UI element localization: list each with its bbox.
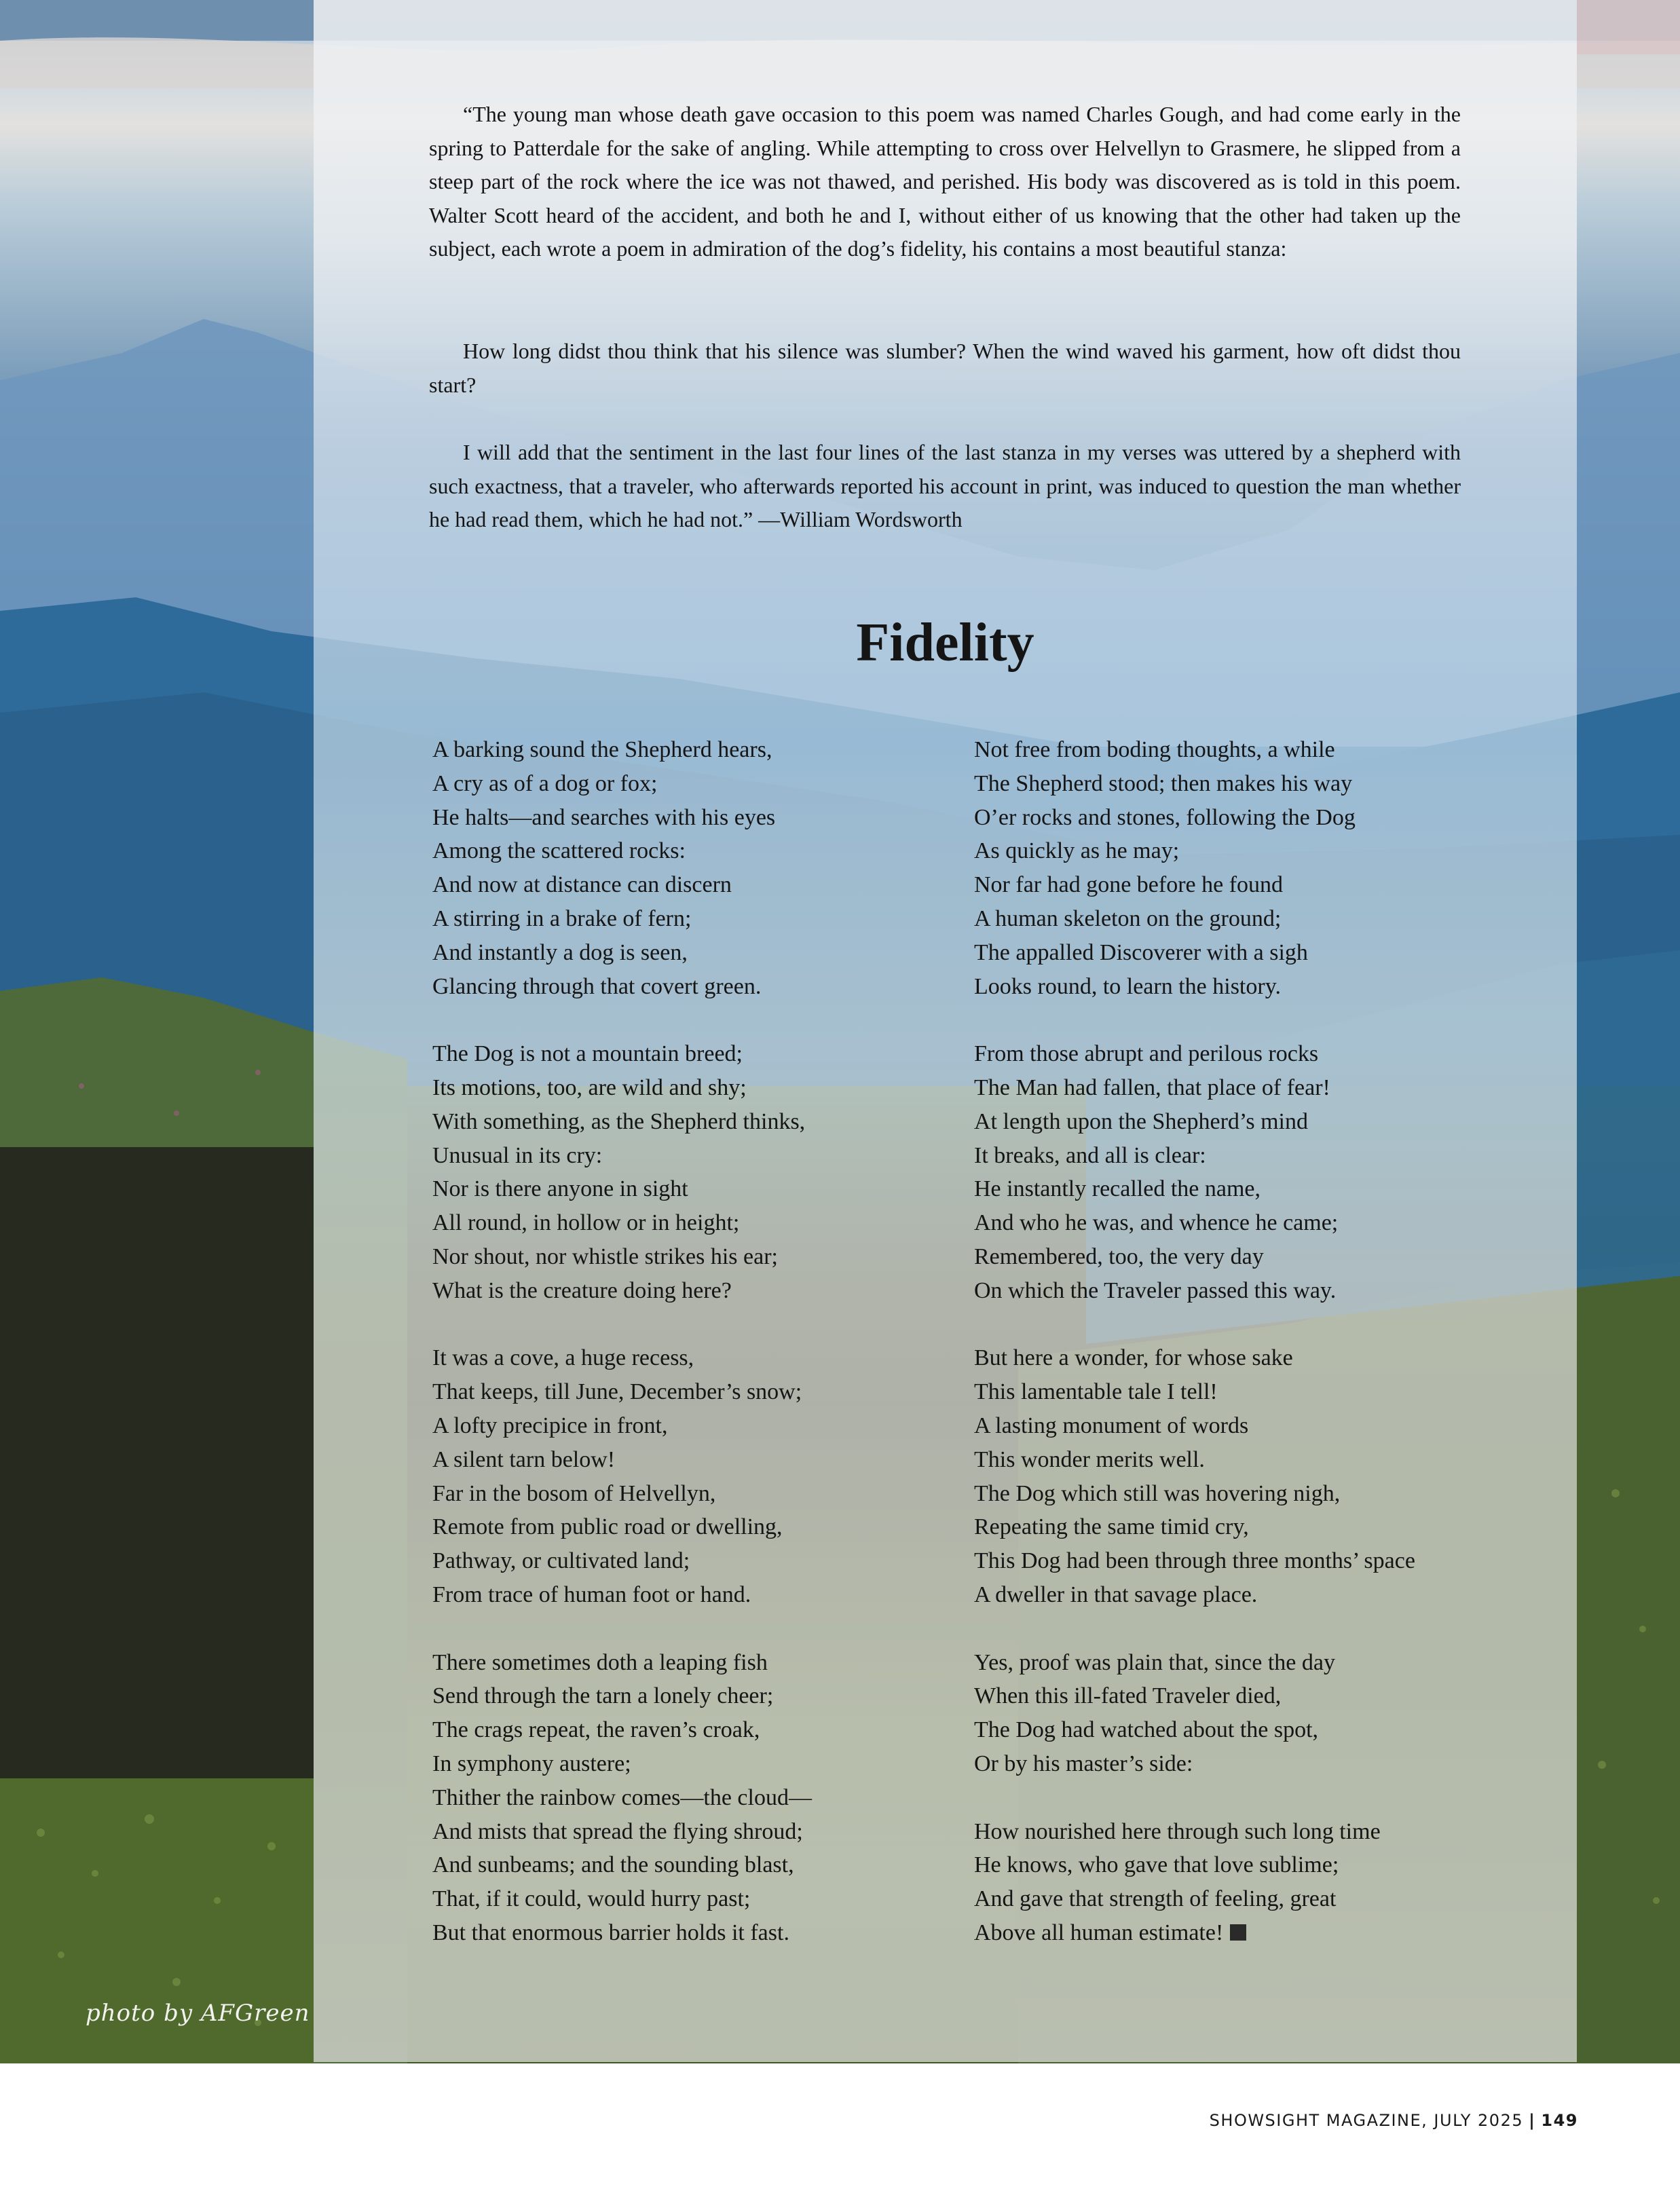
poem-line: The crags repeat, the raven’s croak, <box>432 1717 760 1743</box>
stanza <box>432 1646 948 1950</box>
poem-line: He knows, who gave that love sublime; <box>974 1852 1339 1878</box>
poem-line: The Dog is not a mountain breed; <box>432 1041 743 1067</box>
poem-line: And mists that spread the flying shroud; <box>432 1818 803 1844</box>
poem-line: Far in the bosom of Helvellyn, <box>432 1480 716 1506</box>
poem-line: In symphony austere; <box>432 1751 631 1776</box>
poem-line: And who he was, and whence he came; <box>974 1210 1339 1236</box>
poem-line: Not free from boding thoughts, a while <box>974 737 1335 762</box>
poem-line: What is the creature doing here? <box>432 1277 732 1303</box>
poem-line: And gave that strength of feeling, great <box>974 1886 1337 1912</box>
stanza <box>432 733 948 1003</box>
poem-line: The Dog which still was hovering nigh, <box>974 1480 1341 1506</box>
poem-line: Looks round, to learn the history. <box>974 973 1281 999</box>
poem-line: A cry as of a dog or fox; <box>432 770 658 796</box>
poem-line: There sometimes doth a leaping fish <box>432 1649 768 1675</box>
intro-paragraph-1 <box>429 98 1461 266</box>
poem-title: Fidelity <box>856 613 1034 673</box>
poem-line: A silent tarn below! <box>432 1446 616 1472</box>
magazine-name: SHOWSIGHT MAGAZINE, JULY 2025 <box>1209 2111 1524 2130</box>
poem-line: Send through the tarn a lonely cheer; <box>432 1683 774 1709</box>
poem-line: But that enormous barrier holds it fast. <box>432 1920 789 1945</box>
photo-credit: photo by AFGreen <box>86 2000 310 2027</box>
poem-line: Yes, proof was plain that, since the day <box>974 1649 1335 1675</box>
poem-line: From those abrupt and perilous rocks <box>974 1041 1319 1067</box>
poem-column-right <box>974 733 1490 1983</box>
stanza <box>974 733 1490 1003</box>
poem-line: It breaks, and all is clear: <box>974 1142 1206 1168</box>
poem-line: Nor is there anyone in sight <box>432 1176 688 1202</box>
poem-line: A lasting monument of words <box>974 1412 1249 1438</box>
poem-line: Or by his master’s side: <box>974 1751 1193 1776</box>
poem-line: When this ill-fated Traveler died, <box>974 1683 1282 1709</box>
poem-line: O’er rocks and stones, following the Dog <box>974 804 1356 830</box>
stanza <box>974 1815 1490 1950</box>
poem-line: A human skeleton on the ground; <box>974 905 1282 931</box>
poem-line: A lofty precipice in front, <box>432 1412 668 1438</box>
poem-line: As quickly as he may; <box>974 838 1180 864</box>
poem-line: Glancing through that covert green. <box>432 973 762 999</box>
poem-line: Unusual in its cry: <box>432 1142 603 1168</box>
stanza <box>432 1037 948 1307</box>
poem-line: Among the scattered rocks: <box>432 838 686 864</box>
poem-line: This lamentable tale I tell! <box>974 1379 1218 1405</box>
poem-line: Repeating the same timid cry, <box>974 1514 1249 1540</box>
poem-line: How nourished here through such long time <box>974 1818 1381 1844</box>
page-number: 149 <box>1541 2111 1578 2130</box>
poem-line: The appalled Discoverer with a sigh <box>974 939 1308 965</box>
poem-line: And instantly a dog is seen, <box>432 939 688 965</box>
stanza <box>432 1341 948 1611</box>
poem-line: That keeps, till June, December’s snow; <box>432 1379 802 1405</box>
poem-line: He instantly recalled the name, <box>974 1176 1261 1202</box>
poem-line: Its motions, too, are wild and shy; <box>432 1074 747 1100</box>
intro-paragraph-1-text: “The young man whose death gave occasion to this poem was named Charles Gough, and had come early in the spring to Patterdale for the sake of angling. While attempting to cross over Helvellyn to Grasmere, he slipped from a steep part of the rock where the ice was not thawed, and perished. His body was discovered as is told in this poem. Walter Scott heard of the accident, and both he and I, without either of us knowing that the other had taken up the subject, each wrote a poem in admiration of the dog’s fidelity, his contains a most beautiful stanza: <box>429 102 1461 261</box>
poem-line: That, if it could, would hurry past; <box>432 1886 751 1912</box>
end-mark-icon <box>1230 1924 1246 1941</box>
poem-line: At length upon the Shepherd’s mind <box>974 1108 1309 1134</box>
poem-line: But here a wonder, for whose sake <box>974 1345 1293 1371</box>
poem-line: Above all human estimate! <box>974 1916 1490 1950</box>
poem-column-left <box>432 733 948 1983</box>
stanza <box>974 1341 1490 1611</box>
intro-paragraph-3-text: I will add that the sentiment in the last four lines of the last stanza in my verses was uttered by a shepherd with such exactness, that a traveler, who afterwards reported his account in print, was induced to question the man whether he had read them, which he had not.” —William Wordsworth <box>429 440 1461 531</box>
poem-line: With something, as the Shepherd thinks, <box>432 1108 806 1134</box>
poem-line: Thither the rainbow comes—the cloud— <box>432 1784 812 1810</box>
poem-line: The Dog had watched about the spot, <box>974 1717 1319 1743</box>
poem-line: He halts—and searches with his eyes <box>432 804 776 830</box>
poem-line: It was a cove, a huge recess, <box>432 1345 694 1371</box>
poem-line: This Dog had been through three months’ space <box>974 1548 1415 1574</box>
poem-line: The Shepherd stood; then makes his way <box>974 770 1353 796</box>
poem-line: A dweller in that savage place. <box>974 1582 1258 1607</box>
poem-line: From trace of human foot or hand. <box>432 1582 751 1607</box>
poem-line: On which the Traveler passed this way. <box>974 1277 1337 1303</box>
poem-line: Nor shout, nor whistle strikes his ear; <box>432 1243 778 1269</box>
intro-paragraph-2 <box>429 335 1461 402</box>
poem-line: A stirring in a brake of fern; <box>432 905 692 931</box>
stanza <box>974 1646 1490 1781</box>
poem-line: And now at distance can discern <box>432 872 732 898</box>
footer-separator: | <box>1529 2111 1536 2130</box>
poem-line: And sunbeams; and the sounding blast, <box>432 1852 794 1878</box>
poem-line: All round, in hollow or in height; <box>432 1210 740 1236</box>
poem-line: Pathway, or cultivated land; <box>432 1548 690 1574</box>
poem-line: Remote from public road or dwelling, <box>432 1514 783 1540</box>
poem-line: Nor far had gone before he found <box>974 872 1284 898</box>
stanza <box>974 1037 1490 1307</box>
poem-line: This wonder merits well. <box>974 1446 1205 1472</box>
poem-line: Remembered, too, the very day <box>974 1243 1264 1269</box>
page-footer <box>1210 2111 1578 2130</box>
intro-paragraph-3 <box>429 436 1461 537</box>
poem-line: The Man had fallen, that place of fear! <box>974 1074 1330 1100</box>
intro-paragraph-2-text: How long didst thou think that his silence was slumber? When the wind waved his garment, how oft didst thou start? <box>429 339 1461 397</box>
poem-line: A barking sound the Shepherd hears, <box>432 737 772 762</box>
